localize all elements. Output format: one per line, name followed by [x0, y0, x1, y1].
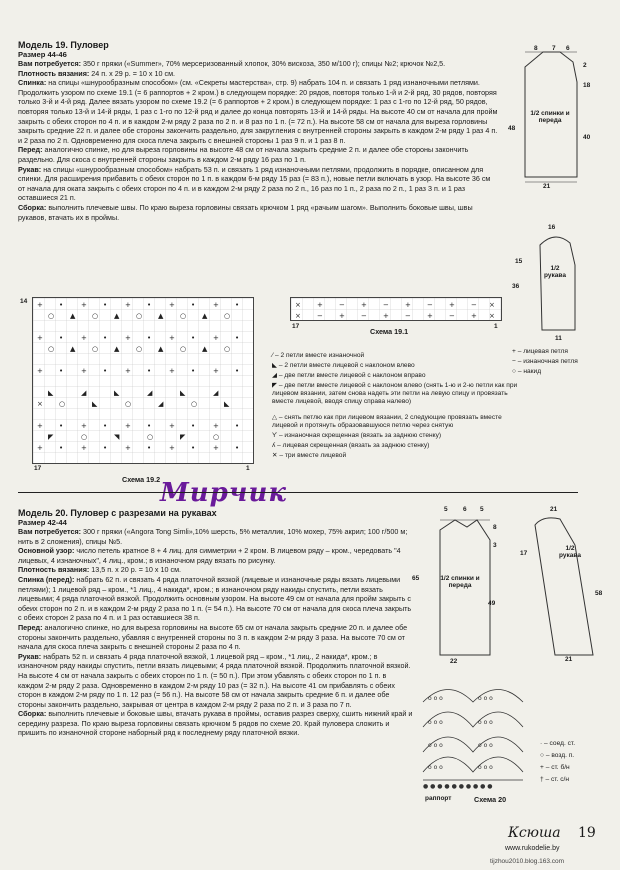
svg-text:▲: ▲: [202, 312, 208, 320]
right-slant-icon: ◢: [272, 372, 278, 379]
svg-text:▲: ▲: [70, 345, 76, 353]
svg-text:+: +: [37, 367, 43, 375]
svg-text:•: •: [103, 334, 108, 342]
svg-text:◥: ◥: [114, 433, 120, 441]
svg-text:•: •: [103, 422, 108, 430]
svg-text:+: +: [213, 444, 219, 452]
label: Рукав:: [18, 651, 42, 661]
svg-text:+: +: [125, 444, 131, 452]
svg-text:○: ○: [136, 345, 143, 353]
svg-text:◣: ◣: [114, 389, 120, 397]
model20-pattern: число петель кратное 8 + 4 лиц. для симметрии + 2 кром. В лицевом ряду – кром., чередовать "4 лицевых, 4 изнаночных", 4 лиц., кром.; в изнаночном ряду вязать по рисунку.: [18, 546, 401, 565]
legend-item: · – соед. ст.: [540, 740, 576, 747]
model19-back: на спицы «шнурообразным способом» (см. «Секреты мастерства», стр. 9) набрать 104 п. и связать 1 ряд изнаночными петлями. Продолжить узором по схеме 19.1 (= 6 раппортов + 2 кром.) в следующем порядке: 20 рядов, повторя только 1-й и 2-й ряд, 30 рядов, повторяя только 3-й и 4-й ряд. Далее вязать узором по схеме 19.2 (= 6 раппортов + 2 кром.) в следующем порядке: 1 раз с 1-го по 12-й ряд, 50 рядов, повторяя только 13-й и 14-й ряды, 1 раз с 1-го по 12-й ряд и далее до конца повторять 13-й и 14-й ряды. На высоте 40 см от начала для пройм закрыть с обеих сторон по 4 п. и в каждом 2-м ряду 2 раза по 2 п. и 8 раз по 1 п. (= 72 п.). На высоте 58 см от начала для выреза горловины закрыть средние 22 п. и далее обе стороны закончить раздельно, для закругления с внутренней стороны закрыть в каждом 2-м ряду 1 раз 4 п. и 2 раза по 2 п. Одновременно для скоса плеча закрыть с внешней стороны 1 раз 9 п. и 1 раз 8 п.: [18, 78, 498, 145]
svg-text:+: +: [37, 444, 43, 452]
svg-text:▲: ▲: [70, 312, 76, 320]
model20-density: 13,5 п. х 20 р. = 10 х 10 см.: [91, 565, 182, 575]
credit-url: tijzhou2010.blog.163.com: [490, 858, 565, 865]
svg-text:o o o: o o o: [478, 742, 493, 749]
model19-needed: 350 г пряжи («Summer», 70% мерсеризованный хлопок, 30% вискоза, 350 м/100 г); спицы №2; крючок №2,5.: [83, 59, 446, 68]
dim: 6: [463, 506, 467, 513]
model20-title: Модель 20. Пуловер с разрезами на рукавах: [18, 508, 217, 518]
svg-text:+: +: [213, 301, 219, 309]
dim: 8: [493, 524, 497, 531]
grid-col-num: 1: [494, 323, 498, 330]
label: Вам потребуется:: [18, 59, 82, 68]
svg-text:o o o: o o o: [428, 695, 443, 702]
dim: 5: [480, 506, 484, 513]
svg-text:○: ○: [59, 400, 66, 408]
svg-text:•: •: [59, 422, 64, 430]
svg-text:•: •: [191, 301, 196, 309]
svg-text:○: ○: [180, 345, 187, 353]
svg-text:○: ○: [81, 433, 88, 441]
svg-text:+: +: [81, 444, 87, 452]
svg-text:○: ○: [191, 400, 198, 408]
label: Сборка:: [18, 709, 47, 719]
svg-text:+: +: [405, 301, 411, 309]
label: Спинка:: [18, 78, 47, 88]
svg-text:◤: ◤: [180, 433, 186, 441]
dim: 7: [552, 45, 556, 52]
svg-text:+: +: [213, 422, 219, 430]
watermark: Мирчик: [160, 478, 287, 508]
svg-text:o o o: o o o: [428, 719, 443, 726]
label: Перед:: [18, 622, 43, 632]
svg-text:×: ×: [295, 301, 301, 309]
left-slant-icon: ◣: [272, 362, 278, 369]
svg-text:◤: ◤: [48, 433, 54, 441]
pattern-label: 1/2 спинки и переда: [440, 575, 480, 589]
svg-text:+: +: [169, 422, 175, 430]
page-number: 19: [578, 825, 596, 841]
svg-text:•: •: [147, 367, 152, 375]
svg-text:+: +: [125, 334, 131, 342]
label: Перед:: [18, 145, 43, 155]
svg-text:+: +: [37, 301, 43, 309]
svg-text:○: ○: [224, 345, 231, 353]
dim: 16: [548, 224, 556, 231]
svg-text:•: •: [235, 422, 240, 430]
svg-text:▲: ▲: [158, 312, 164, 320]
pattern-label: 1/2 рукава: [544, 265, 566, 279]
dim: 21: [565, 656, 573, 663]
svg-text:−: −: [449, 312, 455, 320]
model19-text: [18, 59, 498, 222]
dim: 2: [583, 62, 587, 69]
model20-sleeve: набрать 52 п. и связать 4 ряда платочной вязкой, 1 лицевой ряд – кром., *1 лиц., 2 накида*, кром.; в изнаночном ряду накиды спустить, петли вязать лицевыми; 4 ряда платочной вязкой. Продолжить платочной вязкой. На высоте 4 см от начала закрыть с обеих сторон по 1 п. (= 50 п.). При этом убавлять с обеих сторон по 1 п. в каждом 2-м ряду 2 раза. Одновременно в каждом 2-м ряду 10 раз (= 32 п.). На высоте 41 см прибавлять с обеих сторон в каждом 2-м ряду по 1 п. 12 раз (= 56 п.). На высоте 58 см от начала закрыть средние 6 п. и далее обе стороны закончить раздельно, закрывая от центра в каждом 2-м ряду 2 раза по 2 п. и 3 раза по 7 п.: [18, 651, 411, 709]
svg-text:◣: ◣: [92, 400, 98, 408]
legend-item: ○ – возд. п.: [540, 752, 575, 759]
legend-item: − – изнаночная петля: [512, 358, 578, 365]
svg-text:◢: ◢: [81, 389, 87, 397]
grid-col-num: 17: [292, 323, 300, 330]
svg-text:○: ○: [125, 400, 132, 408]
model19-block: [18, 40, 498, 222]
svg-text:•: •: [147, 301, 152, 309]
dim: 65: [412, 575, 420, 582]
svg-text:•: •: [59, 444, 64, 452]
scheme-19-2-symbols: [33, 298, 253, 463]
dim: 48: [508, 125, 516, 132]
svg-text:×: ×: [489, 301, 495, 309]
legend-item: ✕ – три вместе лицевой: [272, 452, 347, 459]
svg-text:•: •: [59, 301, 64, 309]
svg-text:•: •: [235, 444, 240, 452]
svg-text:+: +: [169, 367, 175, 375]
scheme-19-2-grid: [32, 297, 254, 464]
grid-col-num: 17: [34, 465, 42, 472]
grid-col-num: 1: [246, 465, 250, 472]
dim: 58: [595, 590, 603, 597]
label: Плотность вязания:: [18, 68, 90, 78]
rapport-label: раппорт: [425, 795, 452, 802]
scheme-20-crochet: [418, 672, 538, 797]
svg-text:○: ○: [92, 312, 99, 320]
svg-text:o o o: o o o: [478, 719, 493, 726]
svg-text:•: •: [59, 367, 64, 375]
label: Спинка (перед):: [18, 574, 75, 584]
label: Плотность вязания:: [18, 565, 90, 575]
legend-item: ○ – накид: [512, 368, 542, 375]
svg-text:−: −: [361, 312, 367, 320]
yarn-over-icon: ○: [512, 368, 516, 375]
grid-row-num: 14: [20, 298, 28, 305]
model19-sleeve-pattern: [510, 225, 600, 340]
scheme-19-1-caption: Схема 19.1: [370, 327, 409, 336]
svg-text:•: •: [147, 334, 152, 342]
svg-text:◢: ◢: [158, 400, 164, 408]
svg-text:•: •: [191, 422, 196, 430]
model20-back: набрать 62 п. и связать 4 ряда платочной вязкой (лицевые и изнаночные ряды вязать лицевыми петлями); 1 лицевой ряд – кром., *1 лиц., 4 накида*, кром.; в изнаночном ряду накиды спустить, петли вязать лицевыми; 4 ряда платочной вязкой. Продолжить основным узором. На высоте 49 см от начала для пройм закрыть с обеих сторон по 2 п. и в каждом 2-м ряду 2 раза по 1 п. (= 54 п.). На высоте 70 см от начала для скоса плеча закрыть с обеих сторон 2 раза по 4 п. и 1 раз оставшиеся 38 п.: [18, 574, 412, 623]
dim: 5: [444, 506, 448, 513]
svg-text:+: +: [125, 301, 131, 309]
knit-icon: +: [512, 348, 516, 355]
svg-text:▲: ▲: [114, 312, 120, 320]
dim: 49: [488, 600, 496, 607]
svg-text:•: •: [59, 334, 64, 342]
svg-text:○: ○: [180, 312, 187, 320]
model20-front: аналогично спинке, но для выреза горловины на высоте 65 см от начала закрыть средние 20 п. и далее обе стороны закончить раздельно, убавляя с внутренней стороны по 3 п. в каждом 2-м ряду 3 раза. На высоте 70 см от начала для скоса плеча закрыть с внешней стороны 2 раза по 4 п.: [18, 622, 408, 652]
svg-text:▲: ▲: [114, 345, 120, 353]
svg-text:+: +: [81, 422, 87, 430]
twisted-knit-icon: ʎ: [272, 442, 276, 449]
legend-item: ϒ – изнаночная скрещенная (вязать за заднюю стенку): [272, 432, 442, 439]
svg-text:◣: ◣: [224, 400, 230, 408]
svg-text:○: ○: [48, 345, 55, 353]
dim: 36: [512, 283, 520, 290]
legend-item: † – ст. с/н: [540, 776, 570, 783]
purl-icon: −: [512, 358, 516, 365]
dim: 17: [520, 550, 528, 557]
svg-text:×: ×: [37, 400, 43, 408]
svg-text:+: +: [449, 301, 455, 309]
scheme-19-1-symbols: [291, 298, 501, 320]
dim: 8: [534, 45, 538, 52]
svg-text:o o o: o o o: [478, 695, 493, 702]
svg-text:● ● ● ● ● ● ● ● ● ●: ● ● ● ● ● ● ● ● ● ●: [423, 783, 493, 790]
site-url: www.rukodelie.by: [505, 845, 560, 852]
dim: 15: [515, 258, 523, 265]
svg-text:+: +: [213, 367, 219, 375]
dim: 21: [550, 506, 558, 513]
model20-sleeve-pattern: [515, 505, 610, 665]
svg-text:+: +: [37, 422, 43, 430]
svg-text:•: •: [147, 422, 152, 430]
left-slant-icon: ◤: [272, 382, 278, 389]
legend-item: + – ст. б/н: [540, 764, 570, 771]
svg-text:o o o: o o o: [428, 764, 443, 771]
section-divider: [18, 492, 578, 493]
model20-block: [18, 508, 413, 738]
magazine-name: Ксюша: [508, 825, 561, 841]
scheme-19-1-grid: [290, 297, 502, 321]
svg-text:−: −: [383, 301, 389, 309]
svg-text:+: +: [317, 301, 323, 309]
svg-text:+: +: [169, 301, 175, 309]
svg-text:×: ×: [295, 312, 301, 320]
pattern-label: 1/2 спинки и переда: [530, 110, 570, 124]
svg-text:−: −: [471, 301, 477, 309]
svg-text:+: +: [169, 334, 175, 342]
three-together-icon: ✕: [272, 452, 278, 459]
svg-text:+: +: [125, 422, 131, 430]
svg-text:▲: ▲: [158, 345, 164, 353]
model19-sleeve: на спицы «шнурообразным способом» набрать 53 п. и связать 1 ряд изнаночными петлями, продолжить в порядке, описанном для спинки. Для расширения прибавить с обеих сторон по 1 п. в каждом 6-м ряду 15 раз (= 83 п.), новые петли включать в узор. На высоте 36 см от начала для оката закрыть с обеих сторон по 4 п. и в каждом 2-м ряду 2 раза по 2 п., 16 раз по 1 п., 2 раза по 2 п., 1 раз 3 п. и 1 раз оставшиеся 21 п.: [18, 164, 491, 203]
dim: 6: [566, 45, 570, 52]
svg-text:◢: ◢: [213, 389, 219, 397]
svg-text:+: +: [383, 312, 389, 320]
svg-text:+: +: [471, 312, 477, 320]
svg-text:◣: ◣: [180, 389, 186, 397]
svg-text:o o o: o o o: [478, 764, 493, 771]
triangle-icon: △: [272, 414, 278, 421]
svg-text:•: •: [191, 367, 196, 375]
scheme-20-caption: Схема 20: [474, 795, 507, 804]
svg-text:−: −: [317, 312, 323, 320]
chain-icon: ○: [540, 752, 544, 759]
dim: 11: [555, 335, 562, 342]
svg-text:+: +: [125, 367, 131, 375]
svg-text:•: •: [147, 444, 152, 452]
model19-title: Модель 19. Пуловер: [18, 40, 109, 50]
purl-two-icon: ⁄: [272, 352, 274, 359]
svg-text:+: +: [37, 334, 43, 342]
dim: 21: [543, 183, 551, 190]
svg-text:○: ○: [224, 312, 231, 320]
slip-stitch-icon: ·: [540, 740, 543, 747]
model19-density: 24 п. х 29 р. = 10 х 10 см.: [91, 68, 176, 78]
svg-text:○: ○: [213, 433, 220, 441]
svg-text:+: +: [81, 334, 87, 342]
svg-text:•: •: [191, 444, 196, 452]
svg-text:•: •: [103, 367, 108, 375]
svg-text:▲: ▲: [202, 345, 208, 353]
label: Вам потребуется:: [18, 527, 82, 536]
legend-item: ◣ – 2 петли вместе лицевой с наклоном влево: [272, 362, 415, 369]
legend-item: ⁄ – 2 петли вместе изнаночной: [272, 352, 365, 359]
svg-text:+: +: [169, 444, 175, 452]
double-crochet-icon: †: [540, 776, 544, 783]
svg-text:×: ×: [489, 312, 495, 320]
model19-size: Размер 44-46: [18, 50, 67, 59]
model20-size: Размер 42-44: [18, 518, 67, 527]
model19-front: аналогично спинке, но для выреза горловины на высоте 48 см от начала закрыть средние 2 п. и далее обе стороны закончить раздельно. Для скоса с внутренней стороны закрыть в каждом 2-м ряду 16 раз по 1 п.: [18, 145, 469, 164]
svg-text:+: +: [81, 301, 87, 309]
legend-item: ◤ – две петли вместе лицевой с наклоном влево (снять 1-ю и 2-ю петли как при лицевом вязании, затем снова надеть эти петли на левую спицу и провязать вместе лицевой, вводя спицу справа налево): [272, 382, 518, 405]
svg-text:○: ○: [92, 345, 99, 353]
svg-text:−: −: [405, 312, 411, 320]
legend-item: ◢ – две петли вместе лицевой с наклоном вправо: [272, 372, 426, 379]
model20-needed: 300 г пряжи («Angora Tong Simli»,10% шерсть, 5% металлик, 10% мохер, 75% акрил; 100 г/500 м; нить в 2 сложения), спицы №5.: [18, 527, 408, 546]
svg-text:•: •: [235, 367, 240, 375]
svg-text:+: +: [213, 334, 219, 342]
svg-text:◣: ◣: [48, 389, 54, 397]
svg-text:•: •: [235, 301, 240, 309]
dim: 22: [450, 658, 458, 665]
svg-text:−: −: [427, 301, 433, 309]
label: Рукав:: [18, 164, 42, 174]
svg-text:○: ○: [147, 433, 154, 441]
legend-item: △ – снять петлю как при лицевом вязании, 2 следующие провязать вместе лицевой и протянуть образовавшуюся петлю через снятую: [272, 414, 502, 429]
single-crochet-icon: +: [540, 764, 544, 771]
svg-text:+: +: [339, 312, 345, 320]
legend-item: ʎ – лицевая скрещенная (вязать за заднюю стенку): [272, 442, 430, 449]
twisted-purl-icon: ϒ: [272, 432, 278, 439]
svg-text:+: +: [427, 312, 433, 320]
svg-text:◢: ◢: [147, 389, 153, 397]
svg-text:−: −: [339, 301, 345, 309]
dim: 40: [583, 134, 591, 141]
svg-text:•: •: [235, 334, 240, 342]
svg-text:•: •: [103, 301, 108, 309]
svg-text:+: +: [81, 367, 87, 375]
svg-text:o o o: o o o: [428, 742, 443, 749]
svg-text:○: ○: [136, 312, 143, 320]
svg-text:+: +: [361, 301, 367, 309]
svg-text:○: ○: [48, 312, 55, 320]
model20-assembly: выполнить плечевые и боковые швы, втачать рукава в проймы, оставив разрез сверху, сшить нижний край и середину разреза. По краю выреза горловины связать крючком 5 рядов по схеме 20. Край пуловера сложить и пришить по изнаночной стороне наборный ряд к последнему ряду платочной вязки.: [18, 709, 413, 738]
scheme-19-2-caption: Схема 19.2: [122, 475, 161, 484]
pattern-label: 1/2 рукава: [559, 545, 581, 559]
label: Сборка:: [18, 202, 47, 212]
dim: 3: [493, 542, 497, 549]
model20-text: [18, 527, 413, 738]
label: Основной узор:: [18, 546, 75, 556]
svg-text:•: •: [191, 334, 196, 342]
dim: 18: [583, 82, 591, 89]
model19-assembly: выполнить плечевые швы. По краю выреза горловины связать крючком 1 ряд «рачьим шагом». Выполнить боковые швы, швы рукавов, втачать их в проймы.: [18, 202, 473, 222]
svg-text:•: •: [103, 444, 108, 452]
legend-item: + – лицевая петля: [512, 348, 568, 355]
